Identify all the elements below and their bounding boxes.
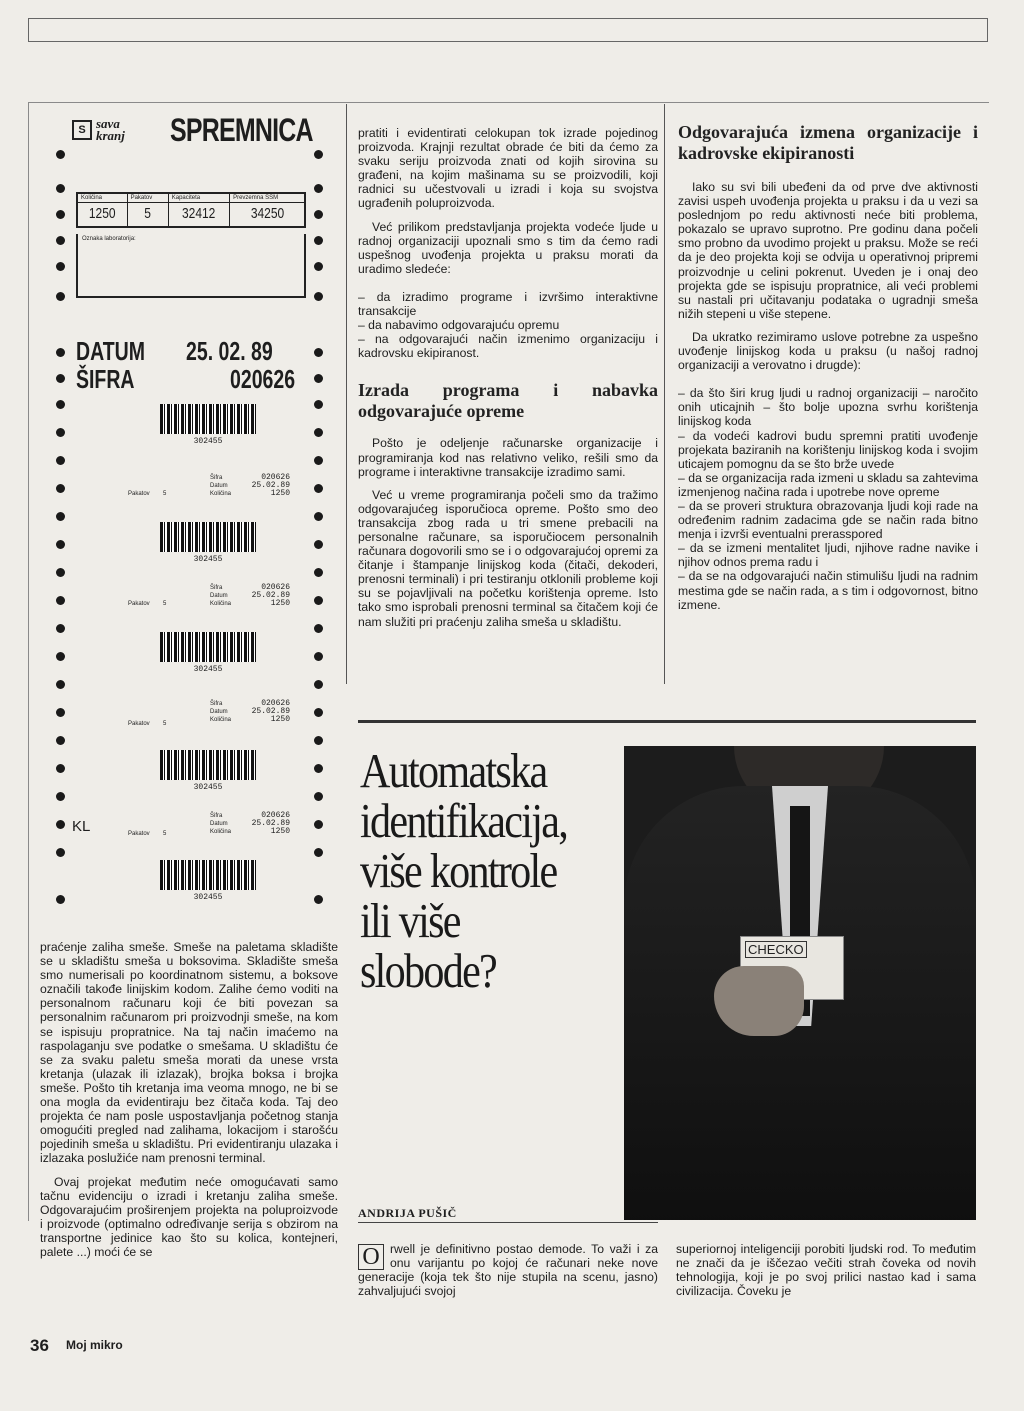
- form-header: Pakatov: [127, 193, 168, 203]
- list-item: – da se na odgovarajući način stimulišu ljudi na radnim mestima gde se način rada, a s tim i odgovornost, bitno izmene.: [678, 569, 978, 612]
- left-column-text: [40, 940, 338, 1268]
- form-value: 5: [131, 203, 164, 228]
- label-pakatov: Pakatov 5: [128, 601, 167, 607]
- form-value: 34250: [237, 203, 297, 228]
- barcode-graphic: [160, 404, 256, 434]
- form-value: 32412: [174, 203, 223, 228]
- list-item: – da što širi krug ljudi u radnoj organizaciji – naročito onih uticajnih – što bolje upozna svrhu korištenja linijskog koda: [678, 386, 978, 429]
- form-value: 1250: [82, 203, 122, 228]
- list-item: – da nabavimo odgovarajuću opremu: [358, 318, 560, 333]
- dot-column-left: [56, 150, 66, 910]
- middle-column: [358, 126, 658, 638]
- barcode-number: 302455: [193, 555, 223, 564]
- label-field-names: Šifra Datum Količina: [210, 475, 232, 497]
- logo-line1: sava: [96, 116, 120, 131]
- paragraph: pratiti i evidentirati celokupan tok izrade pojedinog proizvoda. Krajnji rezultat obrade će biti da ćemo za svaku seriju proizvoda znati od kojih sirovina su građeni, na kojim mašinama su se proizvodili, koji radnici su učestvovali u izradi i koja su svojstva ugrađenih poluproizvoda.: [358, 126, 658, 211]
- sava-logo: [72, 118, 125, 142]
- paragraph: Pošto je odeljenje računarske organizacije i programiranja kod nas relativno veliko, rešili smo da programe i interaktivne transakcije izradimo sami.: [358, 436, 658, 479]
- list-item: – da vodeći kadrovi budu spremni pratiti uvođenje projekata baziranih na korištenju linijskog koda i svojim uticajem pomognu da se što brže uvede: [678, 428, 978, 471]
- datum-label: DATUM: [76, 336, 145, 366]
- label-pakatov: Pakatov 5: [128, 491, 167, 497]
- label-field-values: 020626 25.02.89 1250: [251, 473, 290, 498]
- barcode-number: 302455: [193, 665, 223, 674]
- photo-hand: [714, 966, 804, 1036]
- logo-line2: kranj: [96, 128, 125, 143]
- tasks-list: [358, 290, 658, 360]
- cover-photo: [624, 746, 976, 1220]
- column-rule: [664, 104, 665, 684]
- barcode-graphic: [160, 632, 256, 662]
- barcode-label: [160, 522, 256, 564]
- author-rule: [358, 1222, 658, 1223]
- barcode-label: [160, 860, 256, 902]
- kl-mark: KL: [72, 818, 91, 835]
- article-intro: [358, 1242, 658, 1298]
- barcode-graphic: [160, 750, 256, 780]
- label-pakatov: Pakatov 5: [128, 721, 167, 727]
- section-heading: Izrada programa i nabavka odgovarajuće opreme: [358, 380, 658, 422]
- barcode-label: [160, 404, 256, 446]
- photo-card-text: CHECKO: [745, 941, 807, 958]
- paragraph: Ovaj projekat međutim neće omogućavati samo tačnu evidenciju o izradi i kretanju zaliha smeše. Odgovarajućim proširenjem projekta na poluproizvode i proizvode (optimalno određivanje serija s obzirom na transportne jedinice kao što su kolica, kontejneri, palete ...) moći će se: [40, 1174, 338, 1259]
- paragraph: Već prilikom predstavljanja projekta vodeće ljude u radnoj organizaciji upoznali smo s tim da ćemo radi uspešnog uvođenja projekta u praksu morati da uradimo sledeće:: [358, 219, 658, 276]
- paragraph: praćenje zaliha smeše. Smeše na paletama skladište se u skladištu smeša u boksovima. Skladište smeša smo numerisali po koordinatnom sistemu, a boksove označili takođe linijskim kodom. Zalihe ćemo voditi na personalnom računaru koji će biti povezan sa personalnim računarom pri proizvodnji smeše, na kom se ispisuju propratnice. Na taj način imaćemo na raspolaganju sve podatke o smešama. U skladištu će se za svaku paletu smeša morati da unese vrsta kretanja (ulazak ili izlazak), brojka boksa i brojka smeše. Pošto tih kretanja ima veoma mnogo, ne bi se ona mogla da evidentiraju bez čitača koda. Taj deo projekta će nam posle uspostavljanja početnog stanja omogućiti pregled nad zalihama, lokacijom i starošću pojedinih smeša u skladištu. Pri evidentiranju ulazaka i izlazaka poslužiće nam prenosni terminal.: [40, 940, 338, 1166]
- article-author: ANDRIJA PUŠIČ: [358, 1206, 457, 1220]
- conditions-list: [678, 386, 978, 612]
- barcode-label: [160, 632, 256, 674]
- label-pakatov: Pakatov 5: [128, 831, 167, 837]
- barcode-number: 302455: [193, 783, 223, 792]
- form-header: Prevzemna SSM: [230, 193, 305, 203]
- lab-box: [76, 234, 306, 298]
- list-item: – da se organizacija rada izmeni u skladu sa zahtevima izmenjenog načina rada i upotrebe nove opreme: [678, 470, 978, 499]
- list-item: – da se proveri struktura obrazovanja ljudi koji rade na određenim radnim zadacima gde se način rada bitno menja i izvrši eventualni prerasspored: [678, 498, 978, 542]
- top-frame: [28, 18, 988, 42]
- form-title: SPREMNICA: [170, 112, 313, 148]
- form-header: Količina: [77, 193, 127, 203]
- article-continue: [676, 1242, 976, 1298]
- paragraph: rwell je definitivno postao demode. To važi i za onu varijantu po kojoj će računari neke nove generacije (koja tek što nije stupila na scenu, jasno) zahvaljujući svojoj: [358, 1242, 658, 1299]
- sifra-value: 020626: [230, 364, 296, 394]
- paragraph: Već u vreme programiranja počeli smo da tražimo odgovarajućeg isporučioca opreme. Pošto smo deo transakcija zbog rada u tri smene prebacili na personalne računare, sa isporučiocem personalnih računara dogovorili smo se i o odgovarajućoj opremi za čitanje i štampanje linijskog koda (čitači, dekoderi, prenosni terminali) i pri testiranju otklonili probleme koji su se pojavljivali na početku korištenja opreme. Isto tako smo isprobali prenosni terminal sa čitačem koji će nam služiti pri praćenju zaliha smeša u skladištu.: [358, 487, 658, 629]
- dot-column-right: [314, 150, 324, 910]
- label-field-values: 020626 25.02.89 1250: [251, 811, 290, 836]
- list-item: – da se izmeni mentalitet ljudi, njihove radne navike i njihov odnos prema radu i: [678, 541, 978, 570]
- lab-label: Oznaka laboratorija:: [82, 236, 136, 242]
- label-field-names: Šifra Datum Količina: [210, 701, 232, 723]
- column-rule: [346, 104, 347, 684]
- page-number: 36: [30, 1336, 49, 1355]
- article-title: Automatska identifikacija, više kontrole ili više slobode?: [360, 743, 568, 998]
- drop-cap: O: [358, 1244, 384, 1270]
- barcode-graphic: [160, 522, 256, 552]
- label-field-names: Šifra Datum Količina: [210, 585, 232, 607]
- barcode-label: [160, 750, 256, 792]
- form-header: Kapaciteta: [168, 193, 229, 203]
- sava-logo-icon: S: [72, 120, 92, 140]
- barcode-number: 302455: [193, 893, 223, 902]
- paragraph: Da ukratko rezimiramo uslove potrebne za uspešno uvođenje linijskog koda u praksu (u našoj radnoj organizaciji a verovatno i drugde):: [678, 329, 978, 373]
- paragraph: Iako su svi bili ubeđeni da od prve dve aktivnosti zavisi uspeh uvođenja projekta u praksu i da u vezi sa poslednjom po redu aktivnosti neće biti problema, pokazalo se upravo suprotno. Pre godinu dana počeli smo probno da uvodimo projekt u praksu. Može se reći da je deo projekta koji se odvija u operativnoj pripremi proizvodnje u celini pokrenut. Uveden je i onaj deo projekta gde se ispisuju propratnice, ali veći problemi su nastali pri učitavanju podataka o ugradnji smeša nižih stepeni u više stepene.: [678, 180, 978, 321]
- list-item: – na odgovarajući način izmenimo organizaciju i kadrovsku ekipiranost.: [358, 332, 658, 361]
- section-heading: Odgovarajuća izmena organizacije i kadrovske ekipiranosti: [678, 122, 978, 163]
- right-column: [678, 122, 978, 612]
- barcode-graphic: [160, 860, 256, 890]
- list-item: – da izradimo programe i izvršimo interaktivne transakcije: [358, 289, 658, 319]
- article-divider: [358, 720, 976, 723]
- label-field-values: 020626 25.02.89 1250: [251, 699, 290, 724]
- label-field-values: 020626 25.02.89 1250: [251, 583, 290, 608]
- datum-value: 25. 02. 89: [186, 336, 273, 366]
- form-table: [76, 192, 306, 228]
- magazine-name: Moj mikro: [66, 1338, 123, 1352]
- barcode-number: 302455: [193, 437, 223, 446]
- label-field-names: Šifra Datum Količina: [210, 813, 232, 835]
- sifra-label: ŠIFRA: [76, 364, 135, 394]
- paragraph: superiornoj inteligenciji porobiti ljudski rod. To međutim ne znači da je iščezao večiti strah čoveka od novih tehnologija, koji je po svoj prilici nastao kad i sama civilizacija. Čoveku je: [676, 1242, 976, 1299]
